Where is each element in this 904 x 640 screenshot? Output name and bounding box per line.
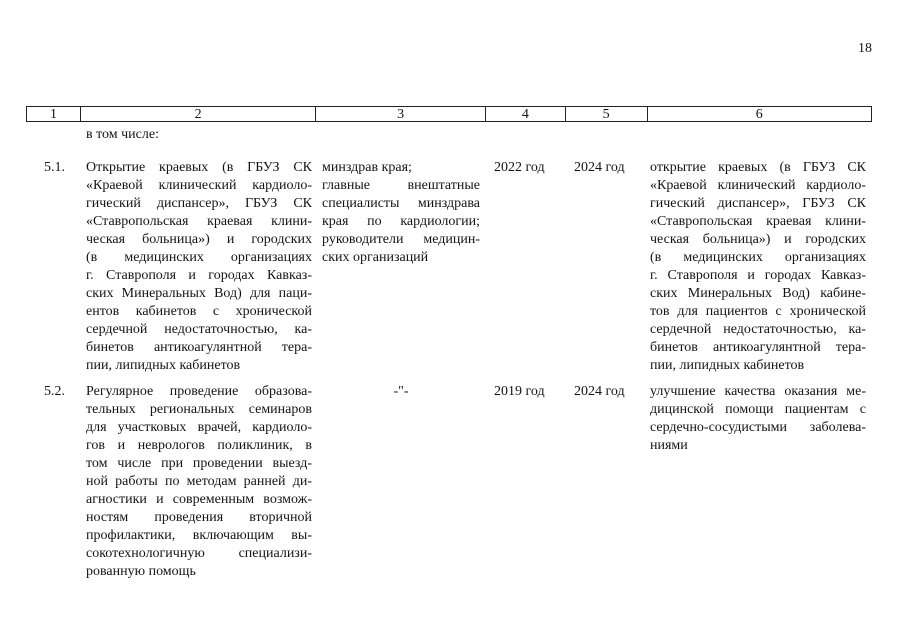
description-line: тельных региональных семинаров bbox=[86, 402, 312, 417]
column-header-3: 3 bbox=[316, 107, 486, 121]
result-line: пии, липидных кабинетов bbox=[650, 358, 805, 373]
responsible-line: главные внештатные bbox=[322, 178, 480, 193]
result-line: улучшение качества оказания ме- bbox=[650, 384, 866, 399]
result-line: дицинской помощи пациентам с bbox=[650, 402, 866, 417]
result-line: ниями bbox=[650, 438, 688, 453]
column-header-5: 5 bbox=[566, 107, 648, 121]
result-line: г. Ставрополя и городах Кавказ- bbox=[650, 268, 866, 283]
column-header-6: 6 bbox=[755, 107, 763, 122]
result-line: «Краевой клинический кардиоло- bbox=[650, 178, 866, 193]
row-start-year: 2019 год bbox=[494, 384, 545, 399]
description-line: рованную помощь bbox=[86, 564, 196, 579]
description-line: агностики и современным возмож- bbox=[86, 492, 312, 507]
responsible-line: минздрав края; bbox=[322, 160, 412, 175]
row-responsible bbox=[322, 383, 480, 401]
description-line: гический диспансер», ГБУЗ СК bbox=[86, 196, 312, 211]
description-line: ной работы по методам ранней ди- bbox=[86, 474, 312, 489]
result-line: (в медицинских организациях bbox=[650, 250, 866, 265]
description-line: «Краевой клинический кардиоло- bbox=[86, 178, 312, 193]
row-responsible bbox=[322, 159, 480, 267]
description-line: г. Ставрополя и городах Кавказ- bbox=[86, 268, 312, 283]
section-label: в том числе: bbox=[86, 127, 159, 142]
row-end-year: 2024 год bbox=[574, 160, 625, 175]
column-header-4: 4 bbox=[486, 107, 566, 121]
result-line: открытие краевых (в ГБУЗ СК bbox=[650, 160, 866, 175]
description-line: ских Минеральных Вод) для паци- bbox=[86, 286, 312, 301]
row-start-year: 2022 год bbox=[494, 160, 545, 175]
responsible-line: края по кардиологии; bbox=[322, 214, 480, 229]
result-line: ских Минеральных Вод) кабине- bbox=[650, 286, 866, 301]
responsible-line: ских организаций bbox=[322, 250, 429, 265]
description-line: ентов кабинетов с хронической bbox=[86, 304, 312, 319]
description-line: сокотехнологичную специализи- bbox=[86, 546, 312, 561]
row-description bbox=[86, 159, 312, 375]
description-line: Открытие краевых (в ГБУЗ СК bbox=[86, 160, 312, 175]
result-line: бинетов антикоагулянтной тера- bbox=[650, 340, 866, 355]
column-header-1: 1 bbox=[27, 107, 81, 121]
description-line: сердечной недостаточностью, ка- bbox=[86, 322, 312, 337]
description-line: том числе при проведении выезд- bbox=[86, 456, 312, 471]
result-line: сердечной недостаточностью, ка- bbox=[650, 322, 866, 337]
description-line: (в медицинских организациях bbox=[86, 250, 312, 265]
row-number: 5.2. bbox=[44, 384, 65, 399]
description-line: бинетов антикоагулянтной тера- bbox=[86, 340, 312, 355]
page-number: 18 bbox=[858, 41, 872, 56]
description-line: для участковых врачей, кардиоло- bbox=[86, 420, 312, 435]
description-line: гов и неврологов поликлиник, в bbox=[86, 438, 312, 453]
result-line: ческая больница») и городских bbox=[650, 232, 866, 247]
responsible-line: руководители медицин- bbox=[322, 232, 480, 247]
row-result bbox=[650, 159, 866, 375]
responsible-line: специалисты минздрава bbox=[322, 196, 480, 211]
description-line: ностям проведения вторичной bbox=[86, 510, 312, 525]
description-line: пии, липидных кабинетов bbox=[86, 358, 241, 373]
row-description bbox=[86, 383, 312, 581]
row-number: 5.1. bbox=[44, 160, 65, 175]
row-result bbox=[650, 383, 866, 455]
description-line: Регулярное проведение образова- bbox=[86, 384, 312, 399]
description-line: профилактики, включающим вы- bbox=[86, 528, 312, 543]
result-line: тов для пациентов с хронической bbox=[650, 304, 866, 319]
result-line: «Ставропольская краевая клини- bbox=[650, 214, 866, 229]
result-line: гический диспансер», ГБУЗ СК bbox=[650, 196, 866, 211]
description-line: ческая больница») и городских bbox=[86, 232, 312, 247]
responsible-ditto: -"- bbox=[393, 384, 409, 399]
row-end-year: 2024 год bbox=[574, 384, 625, 399]
description-line: «Ставропольская краевая клини- bbox=[86, 214, 312, 229]
column-header-2: 2 bbox=[81, 107, 316, 121]
result-line: сердечно-сосудистыми заболева- bbox=[650, 420, 866, 435]
table-header-row bbox=[26, 106, 872, 122]
